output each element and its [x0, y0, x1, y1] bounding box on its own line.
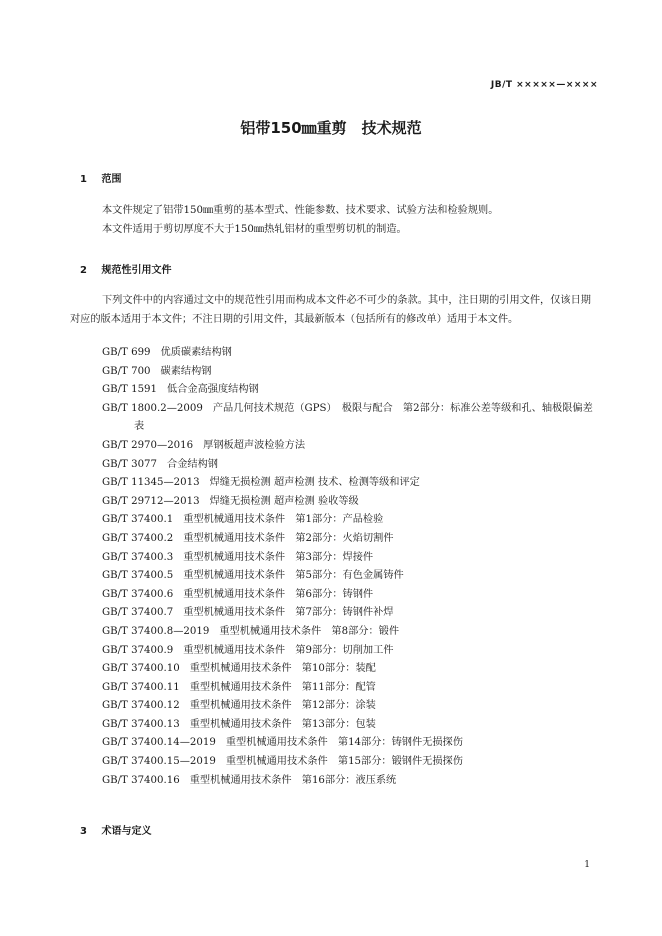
- section-number: 3: [80, 826, 87, 837]
- reference-code: GB/T 37400.8—2019: [102, 625, 210, 637]
- reference-code: GB/T 1800.2—2009: [102, 402, 203, 414]
- normative-intro: [70, 292, 598, 329]
- reference-title: 重型机械通用技术条件 第5部分：有色金属铸件: [183, 570, 404, 582]
- section-2-heading: [80, 261, 171, 276]
- reference-code: GB/T 37400.3: [102, 551, 174, 563]
- reference-title: 重型机械通用技术条件 第13部分：包装: [189, 718, 376, 730]
- scope-paragraph-1: 本文件规定了铝带150㎜重剪的基本型式、性能参数、技术要求、试验方法和检验规则。: [102, 205, 499, 216]
- reference-title: 厚钢板超声波检验方法: [203, 439, 306, 451]
- reference-title: 产品几何技术规范（GPS） 极限与配合 第2部分：标准公差等级和孔、轴极限偏差表: [134, 402, 593, 433]
- reference-title: 重型机械通用技术条件 第12部分：涂装: [189, 700, 376, 712]
- reference-code: GB/T 699: [102, 347, 151, 358]
- reference-list: [70, 344, 598, 790]
- reference-item: [102, 604, 598, 623]
- reference-title: 重型机械通用技术条件 第16部分：液压系统: [189, 774, 397, 786]
- reference-item: [102, 363, 598, 382]
- reference-title: 重型机械通用技术条件 第8部分：锻件: [219, 625, 400, 637]
- reference-code: GB/T 11345—2013: [102, 477, 200, 489]
- reference-code: GB/T 37400.9: [102, 644, 174, 656]
- reference-code: GB/T 37400.7: [102, 607, 174, 619]
- reference-item: [102, 642, 598, 661]
- reference-item: [102, 679, 598, 698]
- reference-item: [102, 437, 598, 456]
- section-1-heading: [80, 170, 121, 185]
- reference-item: [102, 381, 598, 400]
- page-number: 1: [584, 860, 590, 870]
- reference-item: [102, 586, 598, 605]
- section-3-heading: [80, 822, 151, 837]
- reference-item: [102, 623, 598, 642]
- reference-title: 重型机械通用技术条件 第3部分：焊接件: [183, 551, 374, 563]
- reference-title: 重型机械通用技术条件 第11部分：配管: [189, 681, 376, 693]
- reference-code: GB/T 37400.14—2019: [102, 737, 216, 749]
- section-title: 规范性引用文件: [101, 265, 172, 276]
- reference-item: [102, 716, 598, 735]
- reference-code: GB/T 700: [102, 365, 151, 377]
- reference-title: 低合金高强度结构钢: [167, 384, 259, 396]
- reference-title: 合金结构钢: [167, 458, 218, 470]
- reference-code: GB/T 37400.10: [102, 663, 180, 675]
- reference-item: [102, 753, 598, 772]
- reference-title: 重型机械通用技术条件 第1部分：产品检验: [183, 514, 384, 526]
- document-code: JB/T ×××××—××××: [490, 80, 598, 90]
- reference-title: 重型机械通用技术条件 第14部分：铸钢件无损探伤: [225, 737, 463, 749]
- reference-code: GB/T 3077: [102, 458, 158, 470]
- reference-item: [102, 400, 598, 437]
- reference-title: 重型机械通用技术条件 第10部分：装配: [189, 663, 376, 675]
- scope-paragraph-2: 本文件适用于剪切厚度不大于150㎜热轧铝材的重型剪切机的制造。: [102, 223, 407, 235]
- reference-item: [102, 474, 598, 493]
- reference-code: GB/T 29712—2013: [102, 495, 200, 507]
- reference-item: [102, 493, 598, 512]
- section-number: 1: [80, 174, 87, 185]
- reference-title: 重型机械通用技术条件 第2部分：火焰切割件: [183, 532, 394, 544]
- reference-code: GB/T 37400.11: [102, 681, 180, 693]
- reference-title: 碳素结构钢: [160, 365, 212, 377]
- reference-item: [102, 456, 598, 475]
- reference-item: [102, 772, 598, 791]
- reference-title: 重型机械通用技术条件 第15部分：锻钢件无损探伤: [225, 756, 463, 768]
- reference-title: 优质碳素结构钢: [160, 347, 232, 358]
- reference-item: [102, 511, 598, 530]
- reference-item: [102, 697, 598, 716]
- reference-title: 焊缝无损检测 超声检测 验收等级: [209, 495, 359, 507]
- reference-item: [102, 734, 598, 753]
- reference-code: GB/T 37400.6: [102, 588, 174, 600]
- reference-code: GB/T 37400.1: [102, 514, 174, 526]
- reference-item: [102, 344, 598, 363]
- reference-code: GB/T 37400.5: [102, 570, 174, 582]
- reference-title: 重型机械通用技术条件 第9部分：切削加工件: [183, 644, 394, 656]
- reference-code: GB/T 37400.12: [102, 700, 180, 712]
- reference-item: [102, 660, 598, 679]
- reference-item: [102, 567, 598, 586]
- section-number: 2: [80, 265, 87, 276]
- reference-title: 焊缝无损检测 超声检测 技术、检测等级和评定: [209, 477, 420, 489]
- section-title: 术语与定义: [101, 826, 152, 837]
- reference-code: GB/T 2970—2016: [102, 439, 194, 451]
- document-title: 铝带150㎜重剪 技术规范: [240, 119, 422, 137]
- section-title: 范围: [101, 174, 122, 185]
- reference-code: GB/T 37400.16: [102, 774, 180, 786]
- normative-intro-paragraph: 下列文件中的内容通过文中的规范性引用而构成本文件必不可少的条款。其中，注日期的引用文件，仅该日期对应的版本适用于本文件；不注日期的引用文件，其最新版本（包括所有的修改单）适用于本文件。: [70, 295, 591, 325]
- reference-code: GB/T 37400.15—2019: [102, 756, 216, 768]
- reference-code: GB/T 37400.2: [102, 532, 174, 544]
- reference-title: 重型机械通用技术条件 第7部分：铸钢件补焊: [183, 607, 394, 619]
- reference-code: GB/T 1591: [102, 384, 158, 396]
- reference-title: 重型机械通用技术条件 第6部分：铸钢件: [183, 588, 374, 600]
- reference-item: [102, 530, 598, 549]
- scope-paragraphs: [70, 202, 598, 239]
- reference-item: [102, 549, 598, 568]
- reference-code: GB/T 37400.13: [102, 718, 180, 730]
